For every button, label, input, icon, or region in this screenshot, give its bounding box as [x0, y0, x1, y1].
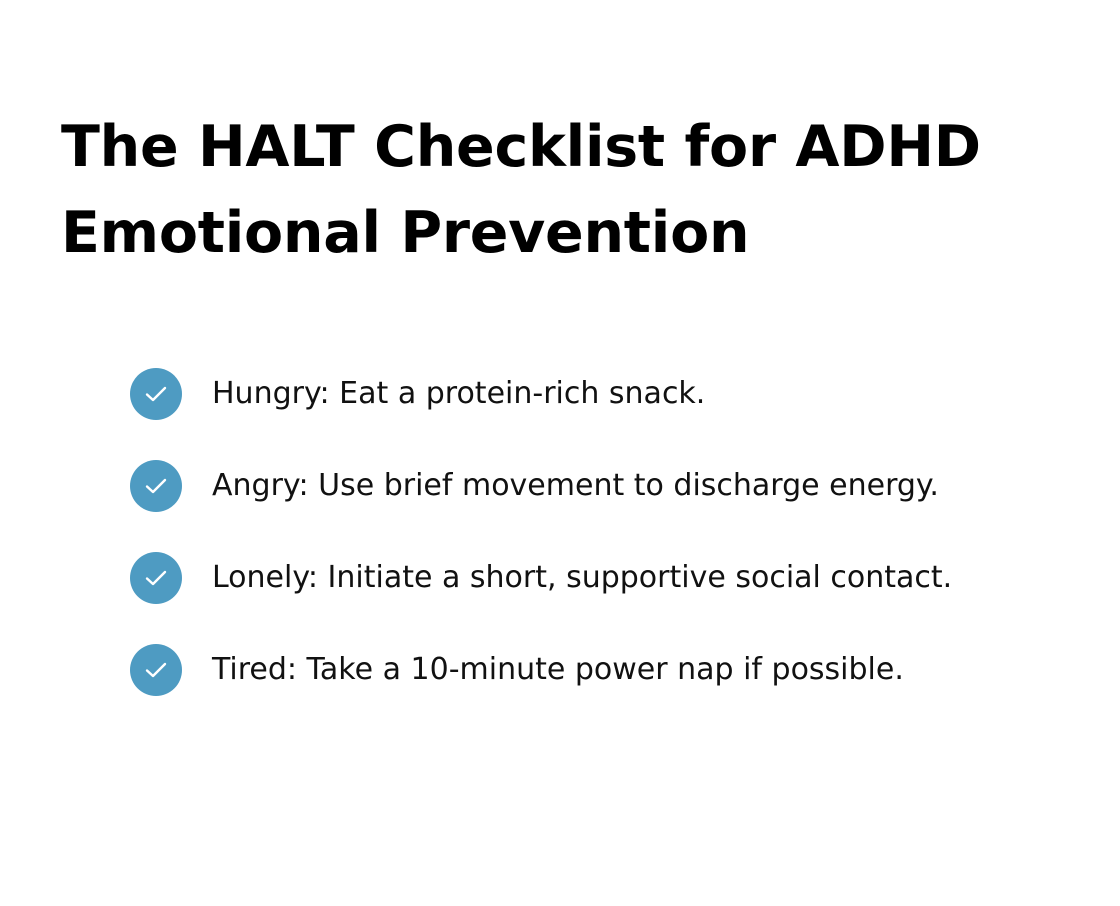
checklist-item-lonely — [130, 552, 952, 604]
halt-checklist — [130, 368, 952, 696]
checklist-item-angry — [130, 460, 952, 512]
checklist-item-text: Hungry: Eat a protein-rich snack. — [212, 376, 706, 411]
page-title-line-2: Emotional Prevention — [61, 200, 750, 266]
checklist-item-hungry — [130, 368, 952, 420]
checklist-item-text: Tired: Take a 10-minute power nap if possible. — [212, 652, 904, 687]
check-icon — [130, 368, 182, 420]
check-icon — [130, 644, 182, 696]
checklist-item-text: Angry: Use brief movement to discharge energy. — [212, 468, 939, 503]
checklist-item-text: Lonely: Initiate a short, supportive social contact. — [212, 560, 953, 595]
page-title — [61, 104, 981, 276]
checklist-item-tired — [130, 644, 952, 696]
check-icon — [130, 460, 182, 512]
page-title-line-1: The HALT Checklist for ADHD — [61, 114, 981, 180]
check-icon — [130, 552, 182, 604]
